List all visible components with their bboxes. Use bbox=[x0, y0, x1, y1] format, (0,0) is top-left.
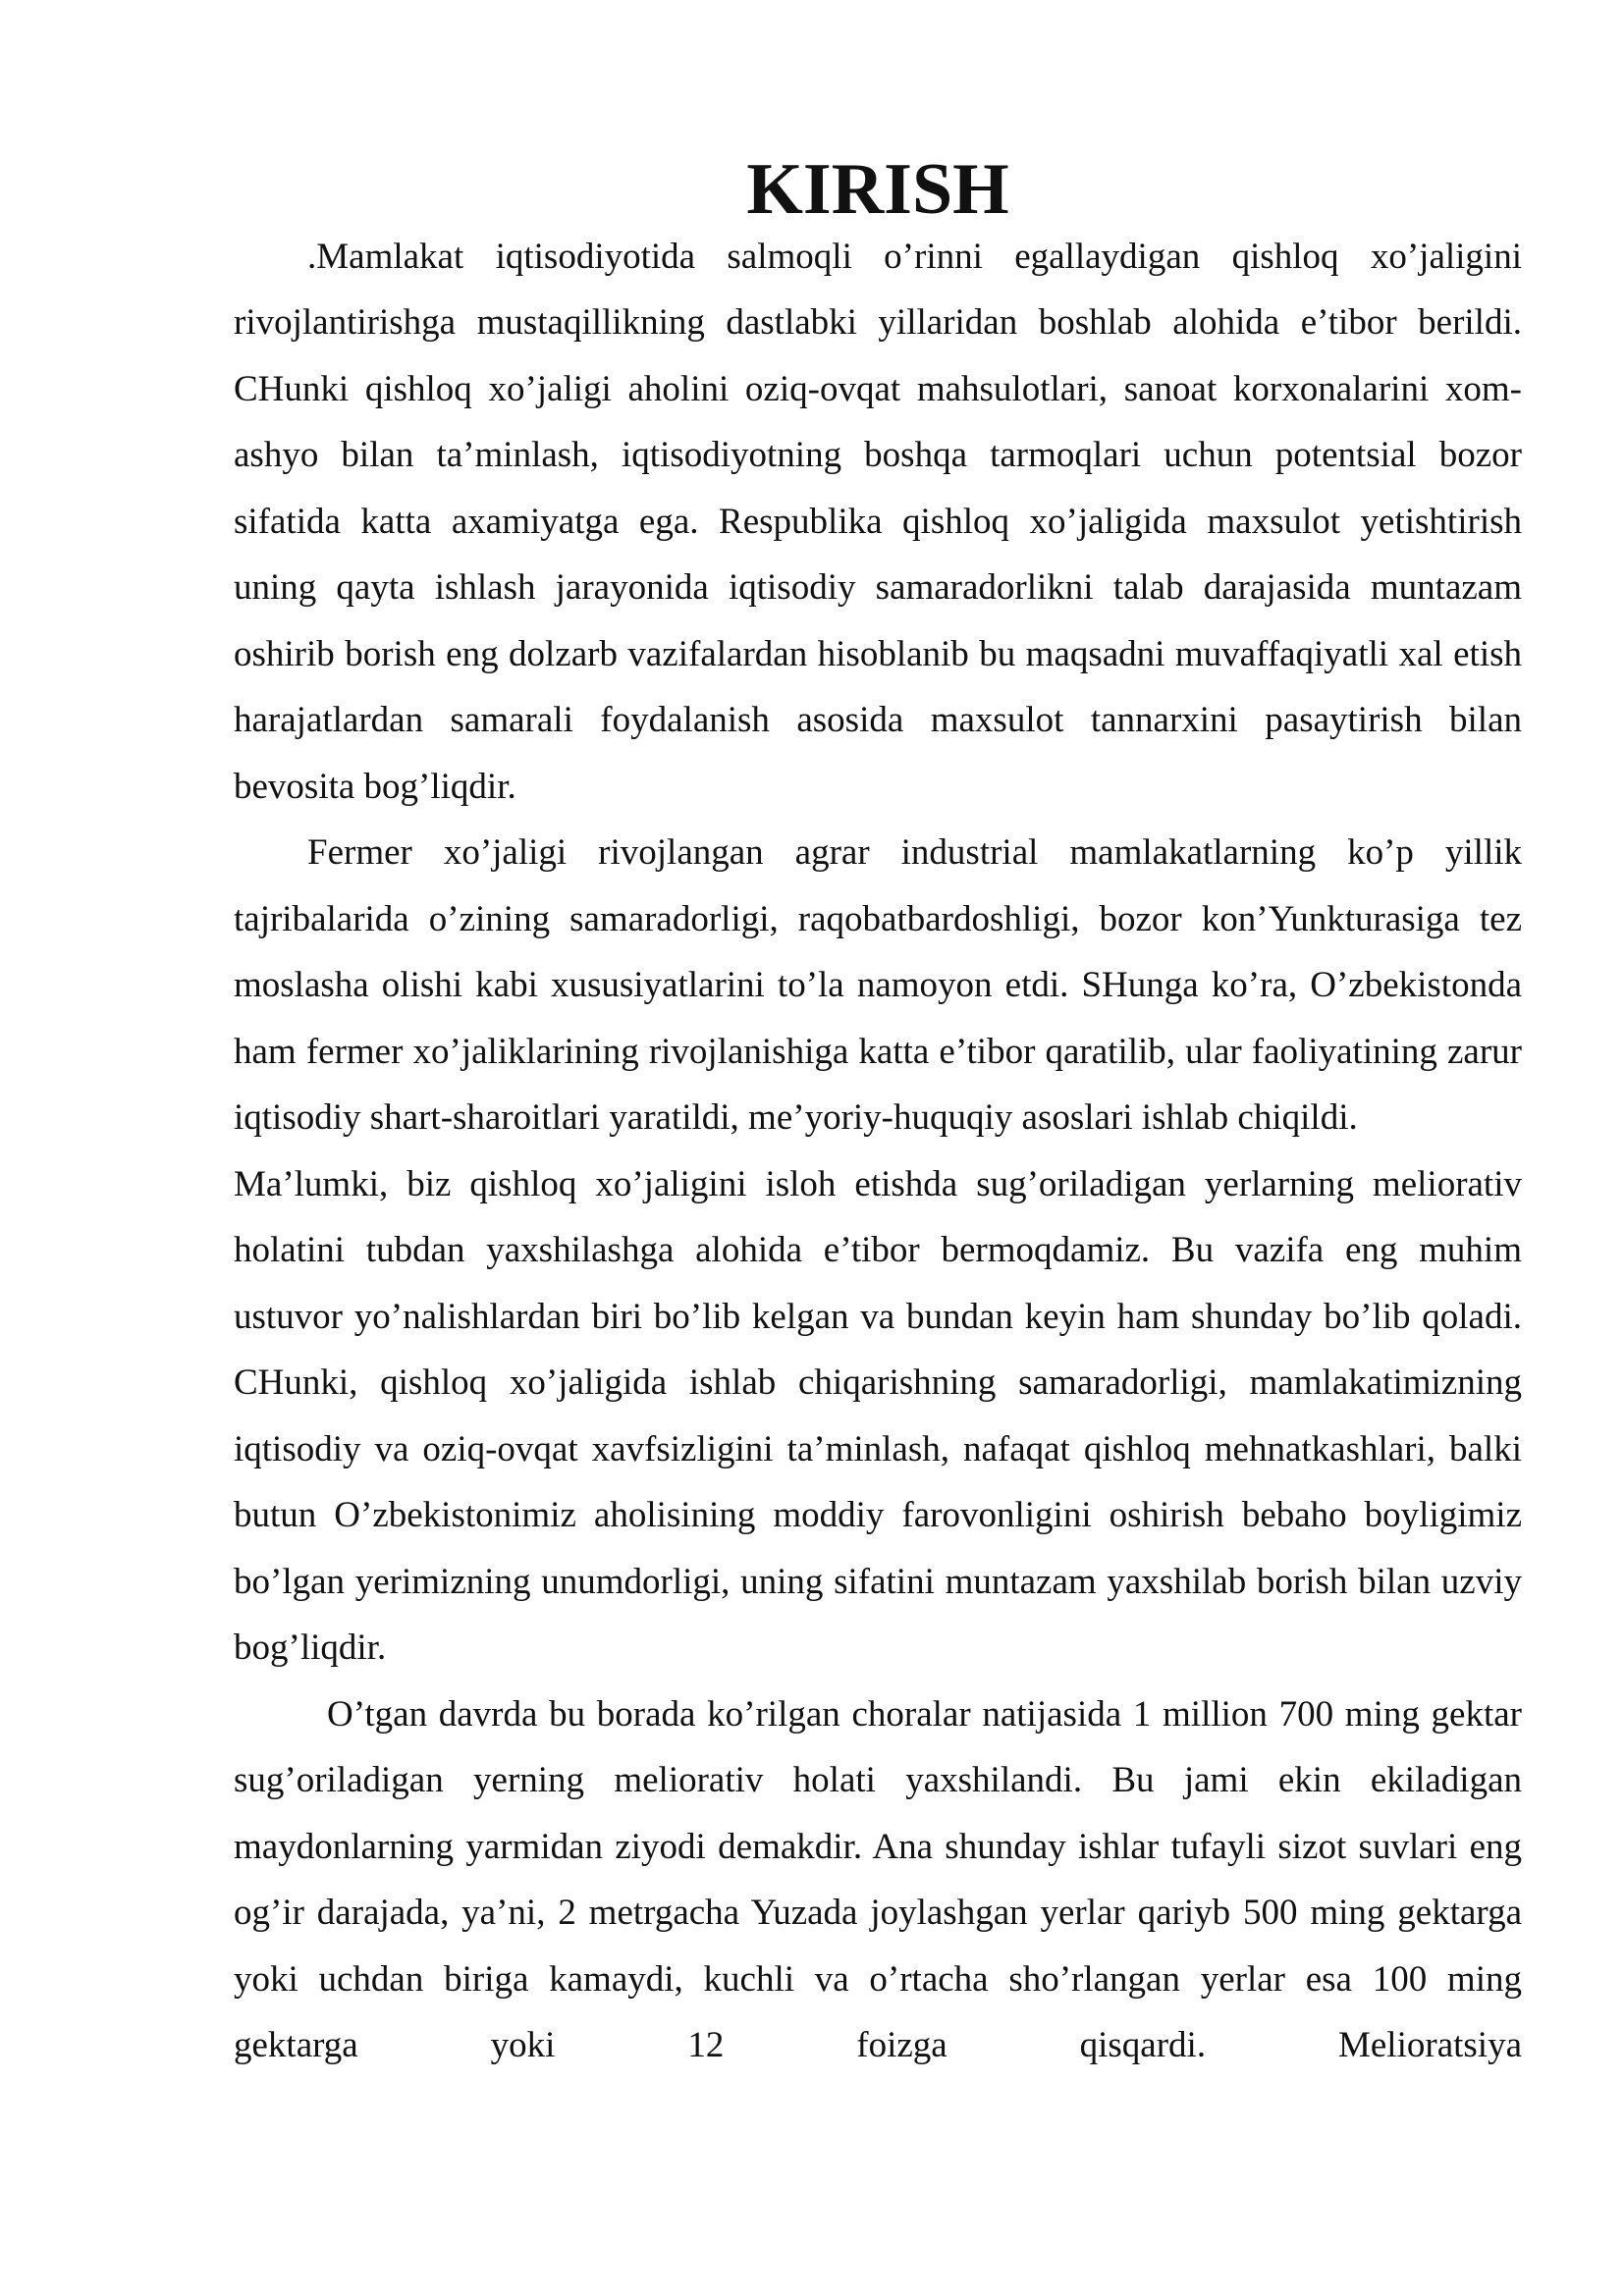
paragraph-4: O’tgan davrda bu borada ko’rilgan choralar natijasida 1 million 700 ming gektar sug’oriladigan yerning meliorativ holati yaxshilandi. Bu jami ekin ekiladigan maydonlarning yarmidan ziyodi demakdir. Ana shunday ishlar tufayli sizot suvlari eng og’ir darajada, ya’ni, 2 metrgacha Yuzada joylashgan yerlar qariyb 500 ming gektarga yoki uchdan biriga kamaydi, kuchli va o’rtacha sho’rlangan yerlar esa 100 ming gektarga yoki 12 foizga qisqardi. Melioratsiya bbox=[234, 1693, 1522, 2065]
paragraph-1: .Mamlakat iqtisodiyotida salmoqli o’rinni egallaydigan qishloq xo’jaligini rivojlantirishga mustaqillikning dastlabki yillaridan boshlab alohida e’tibor berildi. CHunki qishloq xo’jaligi aholini oziq-ovqat mahsulotlari, sanoat korxonalarini xom-ashyo bilan ta’minlash, iqtisodiyotning boshqa tarmoqlari uchun potentsial bozor sifatida katta axamiyatga ega. Respublika qishloq xo’jaligida maxsulot yetishtirish uning qayta ishlash jarayonida iqtisodiy samaradorlikni talab darajasida muntazam oshirib borish eng dolzarb vazifalardan hisoblanib bu maqsadni muvaffaqiyatli xal etish harajatlardan samarali foydalanish asosida maxsulot tannarxini pasaytirish bilan bevosita bog’liqdir. bbox=[234, 236, 1522, 807]
paragraph-2: Fermer xo’jaligi rivojlangan agrar industrial mamlakatlarning ko’p yillik tajribalarida o’zining samaradorligi, raqobatbardoshligi, bozor kon’Yunkturasiga tez moslasha olishi kabi xususiyatlarini to’la namoyon etdi. SHunga ko’ra, O’zbekistonda ham fermer xo’jaliklarining rivojlanishiga katta e’tibor qaratilib, ular faoliyatining zarur iqtisodiy shart-sharoitlari yaratildi, me’yoriy-huquqiy asoslari ishlab chiqildi. bbox=[234, 832, 1522, 1138]
document-body bbox=[234, 149, 1522, 2079]
paragraph-3: Ma’lumki, biz qishloq xo’jaligini isloh etishda sug’oriladigan yerlarning meliorativ holatini tubdan yaxshilashga alohida e’tibor bermoqdamiz. Bu vazifa eng muhim ustuvor yo’nalishlardan biri bo’lib kelgan va bundan keyin ham shunday bo’lib qoladi. CHunki, qishloq xo’jaligida ishlab chiqarishning samaradorligi, mamlakatimizning iqtisodiy va oziq-ovqat xavfsizligini ta’minlash, nafaqat qishloq mehnatkashlari, balki butun O’zbekistonimiz aholisining moddiy farovonligini oshirish bebaho boyligimiz bo’lgan yerimizning unumdorligi, uning sifatini muntazam yaxshilab borish bilan uzviy bog’liqdir. bbox=[234, 1163, 1522, 1668]
page-title: KIRISH bbox=[746, 149, 1009, 230]
